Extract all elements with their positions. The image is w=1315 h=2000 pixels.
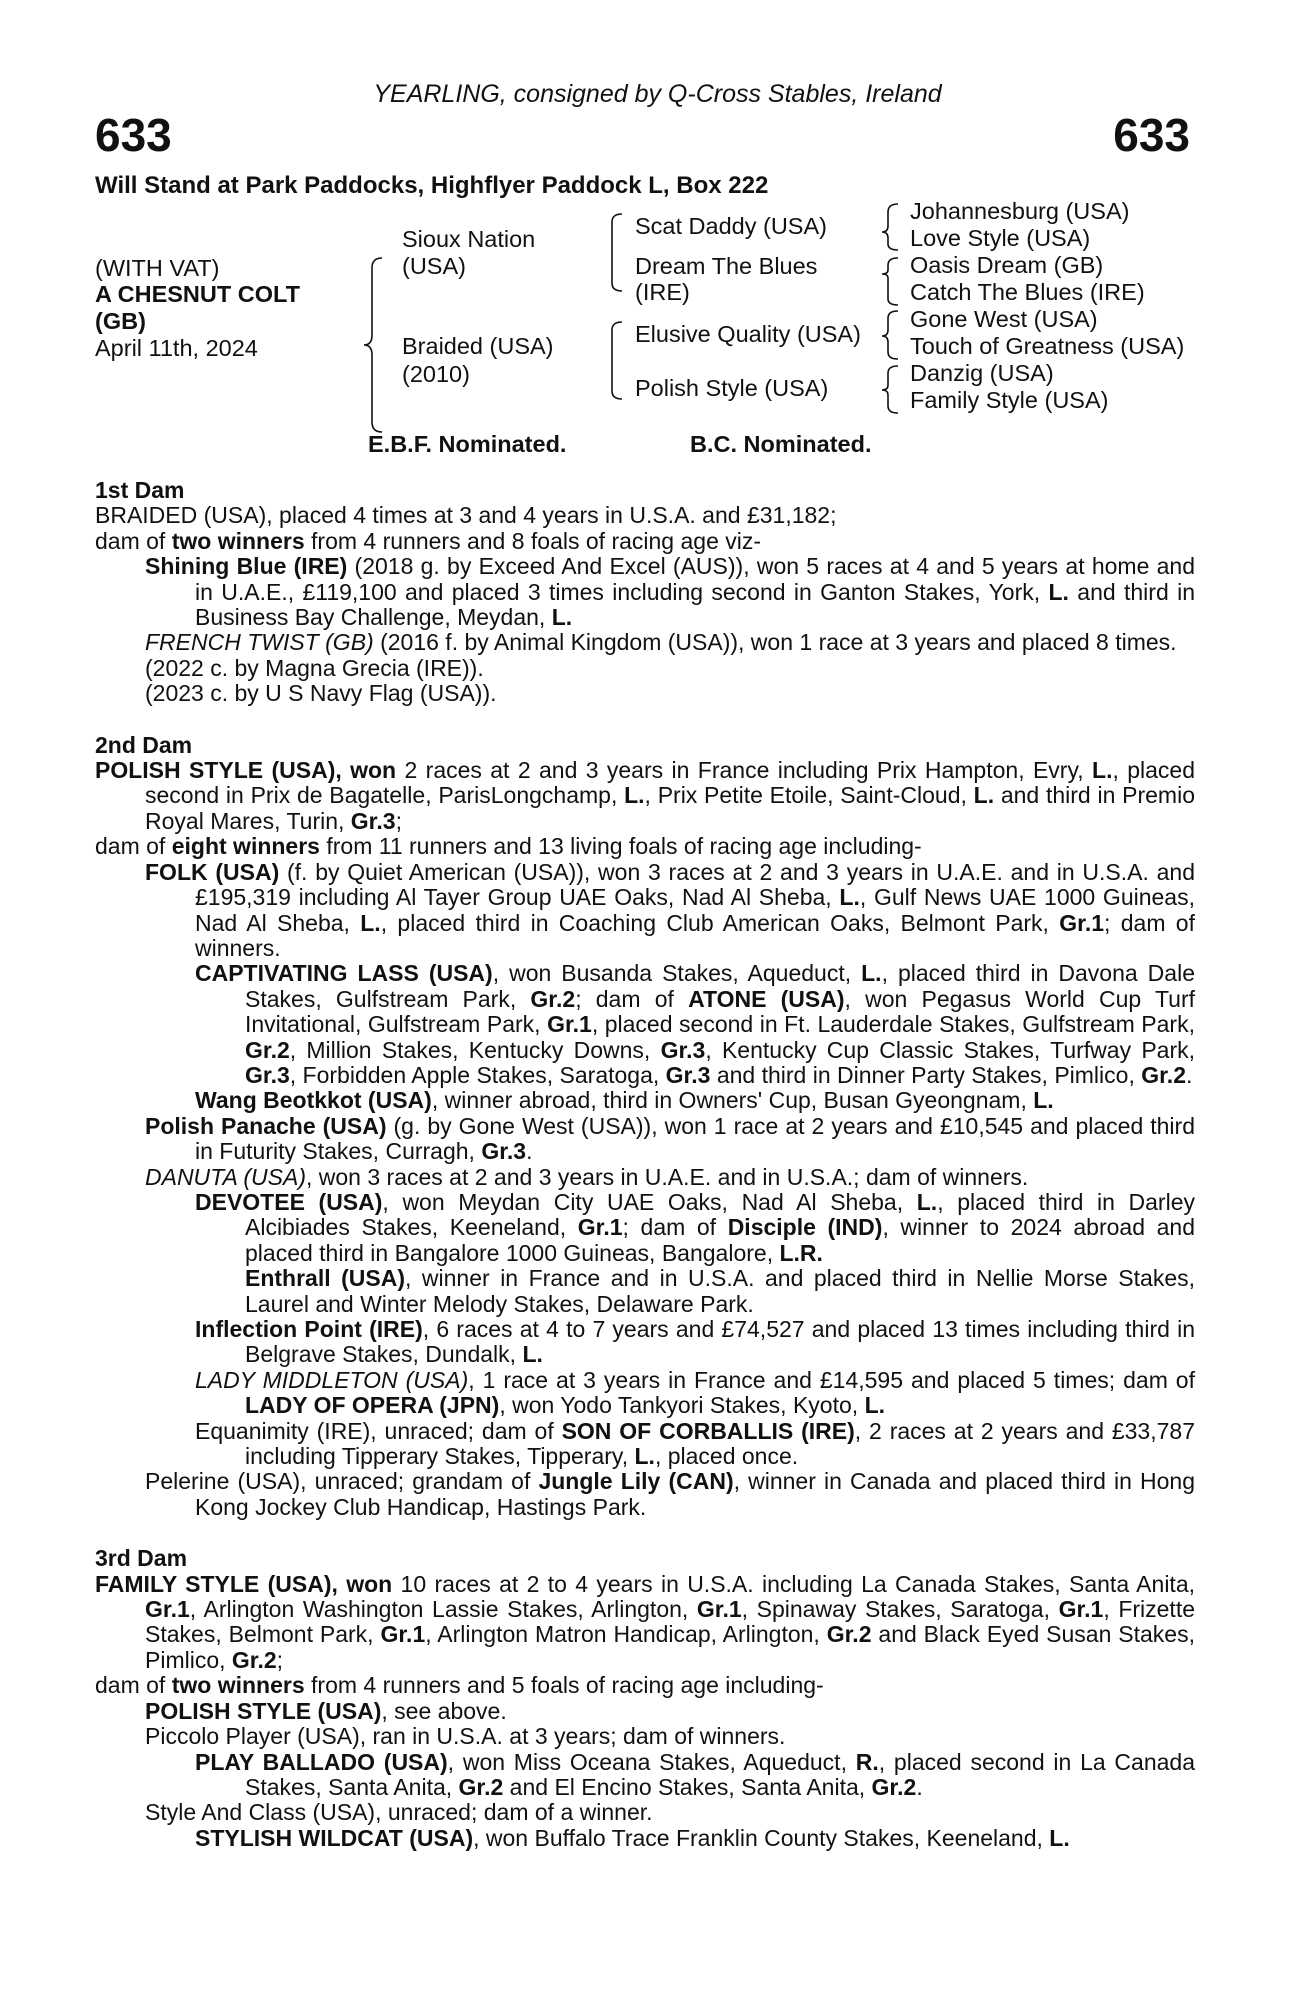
pedigree-table <box>0 0 1315 460</box>
produce-entry: Pelerine (USA), unraced; grandam of Jungle Lily (CAN), winner in Canada and placed third in Hong Kong Jockey Club Handicap, Hastings Park. <box>145 1468 1195 1520</box>
sire-country: (USA) <box>402 253 466 279</box>
produce-entry: Style And Class (USA), unraced; dam of a winner. <box>145 1799 653 1826</box>
produce-entry: Polish Panache (USA) (g. by Gone West (USA)), won 1 race at 2 years and £10,545 and placed third in Futurity Stakes, Curragh, Gr.3. <box>145 1112 1195 1165</box>
horse-name: A CHESNUT COLT <box>95 281 300 307</box>
produce-entry: DEVOTEE (USA), won Meydan City UAE Oaks, Nad Al Sheba, L., placed third in Darley Alcibiades Stakes, Keeneland, Gr.1; dam of Disciple (IND), winner to 2024 abroad and placed third in Bangalore 1000 Guineas, Bangalore, L.R. <box>195 1188 1195 1266</box>
produce-entry: LADY MIDDLETON (USA), 1 race at 3 years in France and £14,595 and placed 5 times; dam of LADY OF OPERA (JPN), won Yodo Tankyori Stakes, Kyoto, L. <box>195 1366 1195 1419</box>
first-dam-section <box>95 478 1195 707</box>
lot-number-right: 633 <box>1113 109 1190 161</box>
dam-year: (2010) <box>402 361 470 387</box>
produce-entry: PLAY BALLADO (USA), won Miss Oceana Stakes, Aqueduct, R., placed second in La Canada Stakes, Santa Anita, Gr.2 and El Encino Stakes, Santa Anita, Gr.2. <box>195 1748 1196 1800</box>
third-dam-line: FAMILY STYLE (USA), won 10 races at 2 to 4 years in U.S.A. including La Canada Stakes, Santa Anita, Gr.1, Arlington Washington Lassie Stakes, Arlington, Gr.1, Spinaway Stakes, Saratoga, Gr.1, Frizette Stakes, Belmont Park, Gr.1, Arlington Matron Handicap, Arlington, Gr.2 and Black Eyed Susan Stakes, Pimlico, Gr.2; <box>95 1570 1196 1673</box>
produce-entry: Piccolo Player (USA), ran in U.S.A. at 3 years; dam of winners. <box>145 1723 786 1750</box>
second-dam-heading: 2nd Dam <box>95 731 193 758</box>
produce-entry: POLISH STYLE (USA), see above. <box>145 1697 507 1724</box>
ds-sire: Gone West (USA) <box>910 306 1098 332</box>
horse-name-country: (GB) <box>95 308 146 334</box>
produce-entry: Inflection Point (IRE), 6 races at 4 to 7 years and £74,527 and placed 13 times including third in Belgrave Stakes, Dundalk, L. <box>195 1316 1195 1368</box>
third-dam-produce-summary: dam of two winners from 4 runners and 5 foals of racing age including- <box>95 1672 824 1699</box>
ds-dam: Touch of Greatness (USA) <box>910 333 1185 359</box>
sire-sire: Scat Daddy (USA) <box>635 213 827 239</box>
produce-entry: FOLK (USA) (f. by Quiet American (USA)), won 3 races at 2 and 3 years in U.A.E. and in U.S.A. and £195,319 including Al Tayer Group UAE Oaks, Nad Al Sheba, L., Gulf News UAE 1000 Guineas, Nad Al Sheba, L., placed third in Coaching Club American Oaks, Belmont Park, Gr.1; dam of winners. <box>145 858 1196 961</box>
first-dam-line: BRAIDED (USA), placed 4 times at 3 and 4 years in U.S.A. and £31,182; <box>95 502 837 529</box>
sire-dam: Dream The Blues <box>635 253 818 279</box>
first-dam-heading: 1st Dam <box>95 477 185 503</box>
sire-dam-country: (IRE) <box>635 279 690 305</box>
sd-sire: Oasis Dream (GB) <box>910 252 1104 278</box>
sd-dam: Catch The Blues (IRE) <box>910 279 1145 305</box>
ss-dam: Love Style (USA) <box>910 225 1091 251</box>
produce-entry: CAPTIVATING LASS (USA), won Busanda Stakes, Aqueduct, L., placed third in Davona Dale Stakes, Gulfstream Park, Gr.2; dam of ATONE (USA), won Pegasus World Cup Turf Invitational, Gulfstream Park, Gr.1, placed second in Ft. Lauderdale Stakes, Gulfstream Park, Gr.2, Million Stakes, Kentucky Downs, Gr.3, Kentucky Cup Classic Stakes, Turfway Park, Gr.3, Forbidden Apple Stakes, Saratoga, Gr.3 and third in Dinner Party Stakes, Pimlico, Gr.2. <box>195 960 1196 1088</box>
produce-entry: Enthrall (USA), winner in France and in U.S.A. and placed third in Nellie Morse Stakes, Laurel and Winter Melody Stakes, Delaware Park. <box>245 1265 1195 1317</box>
produce-entry: Wang Beotkkot (USA), winner abroad, third in Owners' Cup, Busan Gyeongnam, L. <box>195 1087 1054 1114</box>
dd-dam: Family Style (USA) <box>910 387 1109 413</box>
third-dam-section <box>95 1546 1195 1851</box>
produce-entry: STYLISH WILDCAT (USA), won Buffalo Trace Franklin County Stakes, Keeneland, L. <box>195 1824 1070 1851</box>
dam-sire: Elusive Quality (USA) <box>635 321 861 347</box>
stand-location: Will Stand at Park Paddocks, Highflyer Paddock L, Box 222 <box>95 172 769 199</box>
produce-record <box>95 478 1195 1851</box>
sire-name: Sioux Nation <box>402 226 536 252</box>
dam-dam: Polish Style (USA) <box>635 375 829 401</box>
ebf-nominated: E.B.F. Nominated. <box>368 431 567 457</box>
produce-entry: FRENCH TWIST (GB) (2016 f. by Animal Kingdom (USA)), won 1 race at 3 years and placed 8 times. <box>145 629 1177 656</box>
first-dam-produce-summary: dam of two winners from 4 runners and 8 foals of racing age viz- <box>95 527 762 554</box>
produce-entry: Equanimity (IRE), unraced; dam of SON OF CORBALLIS (IRE), 2 races at 2 years and £33,787 including Tipperary Stakes, Tipperary, L., placed once. <box>195 1417 1195 1470</box>
vat-label: (WITH VAT) <box>95 255 220 281</box>
ss-sire: Johannesburg (USA) <box>910 198 1130 224</box>
foaling-date: April 11th, 2024 <box>95 335 258 361</box>
bc-nominated: B.C. Nominated. <box>690 431 872 457</box>
second-dam-section <box>95 733 1195 1521</box>
dam-name: Braided (USA) <box>402 333 554 359</box>
third-dam-heading: 3rd Dam <box>95 1545 188 1572</box>
consignor-line: YEARLING, consigned by Q-Cross Stables, Ireland <box>373 80 942 108</box>
produce-entry: Shining Blue (IRE) (2018 g. by Exceed And Excel (AUS)), won 5 races at 4 and 5 years at home and in U.A.E., £119,100 and placed 3 times including second in Ganton Stakes, York, L. and third in Business Bay Challenge, Meydan, L. <box>145 553 1195 631</box>
second-dam-line: POLISH STYLE (USA), won 2 races at 2 and 3 years in France including Prix Hampton, Evry, L., placed second in Prix de Bagatelle, ParisLongchamp, L., Prix Petite Etoile, Saint-Cloud, L. and third in Premio Royal Mares, Turin, Gr.3; <box>95 757 1196 834</box>
produce-entry: (2022 c. by Magna Grecia (IRE)). <box>145 654 484 681</box>
produce-entry: DANUTA (USA), won 3 races at 2 and 3 years in U.A.E. and in U.S.A.; dam of winners. <box>145 1163 1029 1190</box>
lot-number-left: 633 <box>95 109 172 161</box>
dd-sire: Danzig (USA) <box>910 360 1054 386</box>
second-dam-produce-summary: dam of eight winners from 11 runners and 13 living foals of racing age including- <box>95 833 922 860</box>
produce-entry: (2023 c. by U S Navy Flag (USA)). <box>145 680 497 707</box>
